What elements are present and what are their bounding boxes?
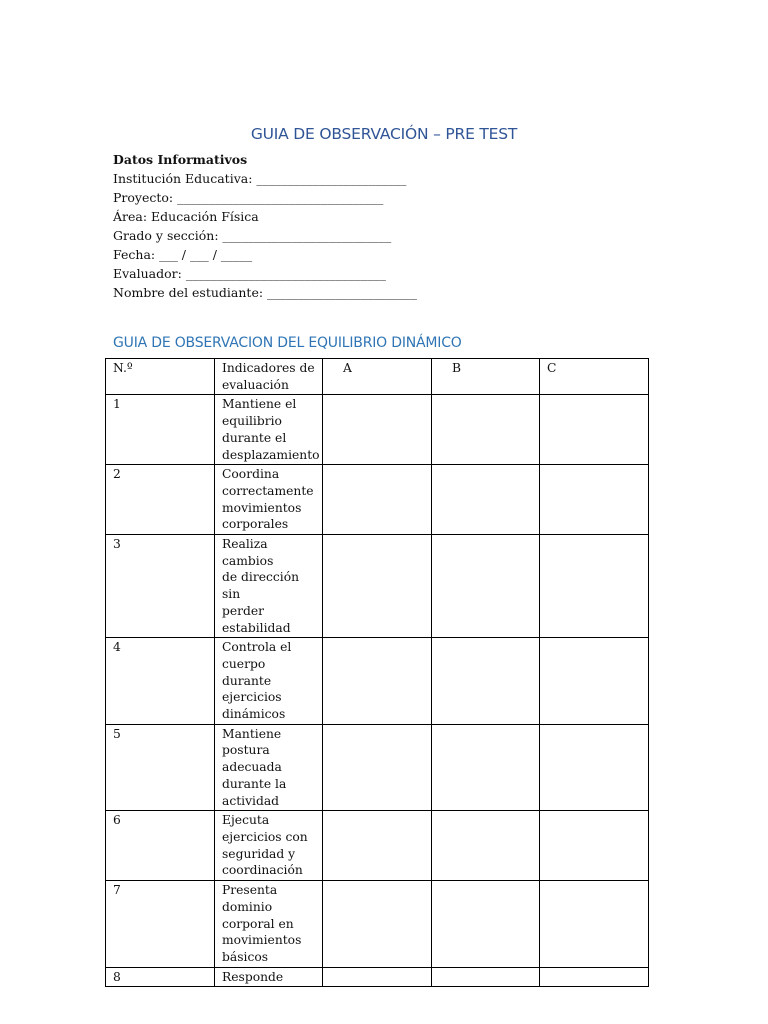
cell-c	[540, 535, 649, 638]
info-line-grade: Grado y sección: ___________________________	[113, 228, 392, 243]
cell-b	[432, 535, 540, 638]
info-section	[113, 150, 417, 302]
row-number	[106, 465, 215, 535]
header-a: A	[323, 359, 432, 395]
cell-b	[432, 638, 540, 725]
row-indicator	[215, 395, 323, 465]
cell-c	[540, 724, 649, 811]
cell-b	[432, 967, 540, 987]
page-title: GUIA DE OBSERVACIÓN – PRE TEST	[250, 125, 518, 143]
table-row	[106, 967, 649, 987]
header-number: N.º	[106, 359, 215, 395]
row-indicator	[215, 535, 323, 638]
cell-b	[432, 465, 540, 535]
row-indicator	[215, 881, 323, 968]
cell-a	[323, 395, 432, 465]
row-indicator	[215, 967, 323, 987]
table-header-row	[106, 359, 649, 395]
cell-a	[323, 724, 432, 811]
row-indicator-text: Realiza cambios de dirección sin perder estabilidad	[222, 537, 300, 635]
row-number	[106, 811, 215, 881]
header-c: C	[540, 359, 649, 395]
row-number-text: 7	[113, 883, 121, 898]
header-indicators: Indicadores de evaluación	[215, 359, 323, 395]
cell-b	[432, 724, 540, 811]
info-line-student: Nombre del estudiante: ________________________	[113, 285, 418, 300]
row-indicator	[215, 465, 323, 535]
cell-a	[323, 811, 432, 881]
row-indicator	[215, 724, 323, 811]
cell-a	[323, 967, 432, 987]
info-line-evaluator: Evaluador: ________________________________	[113, 266, 386, 281]
info-line-area: Área: Educación Física	[113, 209, 259, 224]
info-line-institution: Institución Educativa: ________________________	[113, 171, 407, 186]
row-indicator	[215, 811, 323, 881]
section-title: GUIA DE OBSERVACION DEL EQUILIBRIO DINÁMICO	[113, 335, 462, 351]
row-indicator-text: Controla el cuerpo durante ejercicios dinámicos	[222, 640, 292, 722]
table-row	[106, 724, 649, 811]
table-row	[106, 881, 649, 968]
row-number	[106, 967, 215, 987]
row-indicator-text: Mantiene postura adecuada durante la actividad	[222, 726, 287, 808]
row-indicator-text: Presenta dominio corporal en movimientos básicos	[222, 883, 302, 964]
cell-a	[323, 465, 432, 535]
cell-b	[432, 881, 540, 968]
info-line-date: Fecha: ___ / ___ / _____	[113, 247, 253, 262]
table-row	[106, 535, 649, 638]
row-number	[106, 724, 215, 811]
cell-c	[540, 881, 649, 968]
cell-a	[323, 535, 432, 638]
row-number	[106, 881, 215, 968]
row-indicator	[215, 638, 323, 725]
row-number	[106, 535, 215, 638]
cell-b	[432, 395, 540, 465]
cell-c	[540, 967, 649, 987]
cell-c	[540, 638, 649, 725]
row-indicator-text: Coordina correctamente movimientos corporales	[222, 467, 314, 532]
table-row	[106, 395, 649, 465]
info-line-project: Proyecto: _________________________________	[113, 190, 384, 205]
cell-a	[323, 881, 432, 968]
row-number-text: 6	[113, 813, 121, 828]
row-indicator-text: Mantiene el equilibrio durante el desplazamiento	[222, 397, 320, 462]
row-number-text: 1	[113, 397, 121, 412]
row-number-text: 4	[113, 640, 121, 655]
table-row	[106, 638, 649, 725]
row-number-text: 5	[113, 726, 121, 741]
cell-c	[540, 395, 649, 465]
row-number-text: 8	[113, 969, 121, 984]
cell-c	[540, 811, 649, 881]
header-b: B	[432, 359, 540, 395]
row-indicator-text: Ejecuta ejercicios con seguridad y coordinación	[222, 813, 308, 878]
row-indicator-text: Responde	[222, 969, 284, 984]
observation-table	[105, 358, 649, 987]
row-number	[106, 638, 215, 725]
cell-b	[432, 811, 540, 881]
cell-a	[323, 638, 432, 725]
cell-c	[540, 465, 649, 535]
row-number-text: 2	[113, 467, 121, 482]
table-row	[106, 465, 649, 535]
table-row	[106, 811, 649, 881]
row-number	[106, 395, 215, 465]
row-number-text: 3	[113, 537, 121, 552]
info-heading: Datos Informativos	[113, 152, 248, 167]
